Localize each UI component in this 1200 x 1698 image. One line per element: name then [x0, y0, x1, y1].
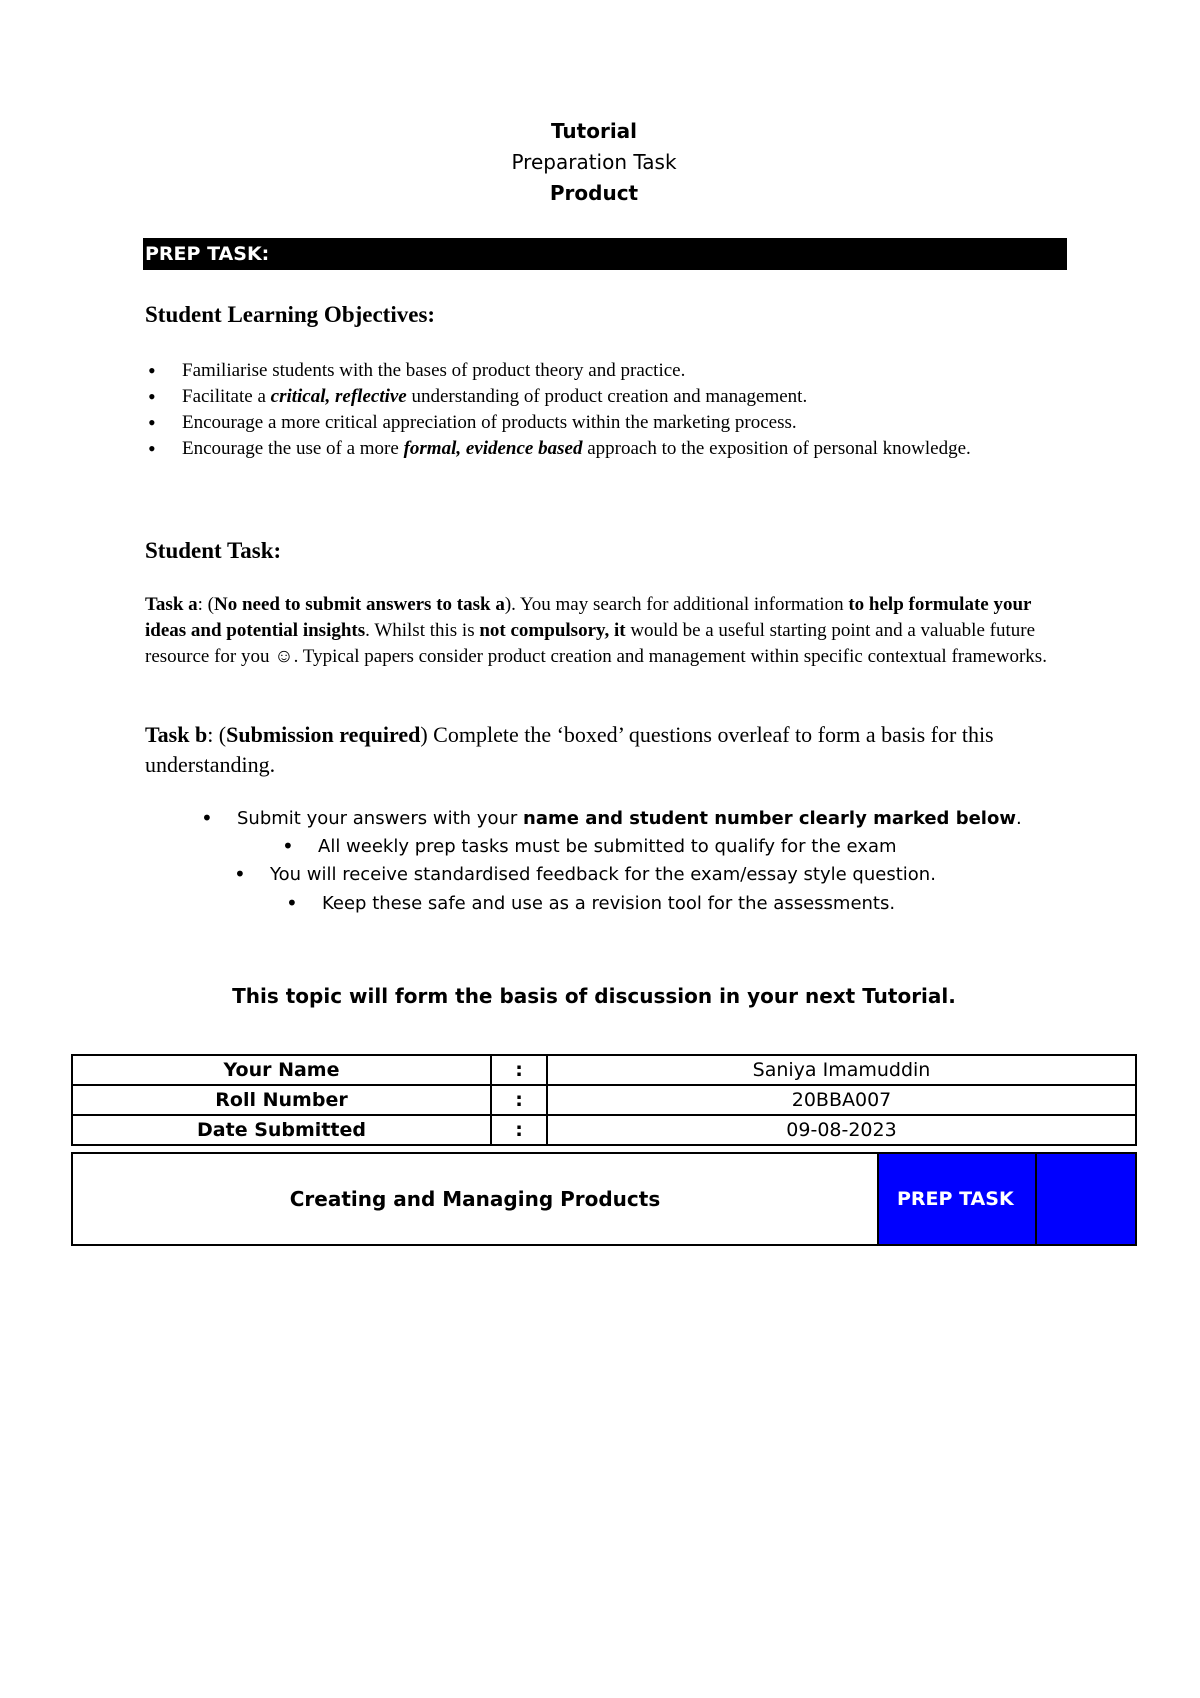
- body-text: Keep these safe and use as a revision tool for the assessments.: [322, 893, 896, 914]
- body-text: Submit your answers with your: [237, 808, 523, 829]
- emphasis-text: to help formulate your ideas and potential insights: [145, 594, 1032, 641]
- body-text: You will receive standardised feedback for the exam/essay style question.: [270, 864, 936, 885]
- roll-number-value: 20BBA007: [547, 1085, 1136, 1115]
- header-subtitle: Preparation Task: [511, 150, 677, 174]
- prep-task-bar: PREP TASK:: [143, 238, 1067, 270]
- submission-note-text: [318, 836, 897, 857]
- emphasis-text: critical, reflective: [270, 386, 407, 407]
- body-text: ). You may search for additional information: [504, 594, 849, 615]
- emphasis-text: No need to submit answers to task a: [214, 594, 505, 615]
- emphasis-text: Task b: [145, 722, 208, 747]
- emphasis-text: Task a: [145, 594, 198, 615]
- closing-statement: [0, 984, 1200, 1008]
- date-submitted-label: Date Submitted: [72, 1115, 491, 1145]
- bullet-icon: •: [234, 862, 246, 886]
- closing-text: This topic will form the basis of discussion in your next Tutorial.: [232, 984, 956, 1008]
- date-submitted-value: 09-08-2023: [547, 1115, 1136, 1145]
- name-value: Saniya Imamuddin: [547, 1055, 1136, 1085]
- separator: :: [491, 1085, 547, 1115]
- table-row: [72, 1085, 1136, 1115]
- body-text: approach to the exposition of personal knowledge.: [582, 438, 971, 459]
- submission-note-text: [237, 808, 1022, 829]
- separator: :: [491, 1115, 547, 1145]
- body-text: Encourage the use of a more: [182, 438, 404, 459]
- bullet-icon: •: [286, 891, 298, 915]
- body-text: ) Complete the ‘boxed’ questions overleaf to form a basis for this understanding.: [145, 722, 994, 777]
- task-b-paragraph: [145, 720, 1070, 780]
- objective-item: [145, 384, 1045, 410]
- body-text: .: [1015, 808, 1022, 829]
- table-row: [72, 1055, 1136, 1085]
- footer-prep-tag: PREP TASK: [879, 1154, 1037, 1244]
- submission-note: [201, 806, 1022, 830]
- objectives-list: [145, 358, 1045, 462]
- separator: :: [491, 1055, 547, 1085]
- body-text: . Whilst this is: [365, 620, 480, 641]
- submission-note-text: [322, 893, 895, 914]
- emphasis-text: Submission required: [226, 722, 421, 747]
- body-text: Facilitate a: [182, 386, 271, 407]
- document-header: [0, 116, 1200, 209]
- student-info-table: [71, 1054, 1137, 1146]
- objectives-heading: Student Learning Objectives:: [145, 302, 436, 327]
- footer-color-block: [1037, 1154, 1135, 1244]
- submission-note-text: [270, 864, 936, 885]
- body-text: would be a useful starting point and a valuable future resource for you ☺. Typical papers consider product creation and management within specific contextual frameworks.: [145, 620, 1047, 667]
- submission-note: [286, 891, 896, 915]
- header-title: Tutorial: [550, 119, 638, 143]
- body-text: All weekly prep tasks must be submitted to qualify for the exam: [318, 836, 897, 857]
- emphasis-text: name and student number clearly marked below: [523, 808, 1016, 829]
- task-a-paragraph: [145, 592, 1070, 670]
- header-topic: Product: [549, 181, 639, 205]
- bullet-icon: •: [201, 806, 213, 830]
- student-task-heading: Student Task:: [145, 538, 282, 563]
- submission-note: [282, 834, 897, 858]
- body-text: : (: [207, 722, 227, 747]
- table-row: [72, 1115, 1136, 1145]
- objective-item: [145, 358, 1045, 384]
- emphasis-text: not compulsory, it: [479, 620, 626, 641]
- body-text: understanding of product creation and management.: [406, 386, 808, 407]
- bullet-icon: •: [282, 834, 294, 858]
- emphasis-text: formal, evidence based: [403, 438, 583, 459]
- name-label: Your Name: [72, 1055, 491, 1085]
- roll-number-label: Roll Number: [72, 1085, 491, 1115]
- footer-banner: [71, 1152, 1137, 1246]
- footer-title: Creating and Managing Products: [73, 1154, 879, 1244]
- body-text: Encourage a more critical appreciation of products within the marketing process.: [182, 412, 797, 433]
- objective-item: [145, 410, 1045, 436]
- submission-note: [234, 862, 936, 886]
- body-text: : (: [197, 594, 214, 615]
- body-text: Familiarise students with the bases of product theory and practice.: [182, 360, 686, 381]
- objective-item: [145, 436, 1045, 462]
